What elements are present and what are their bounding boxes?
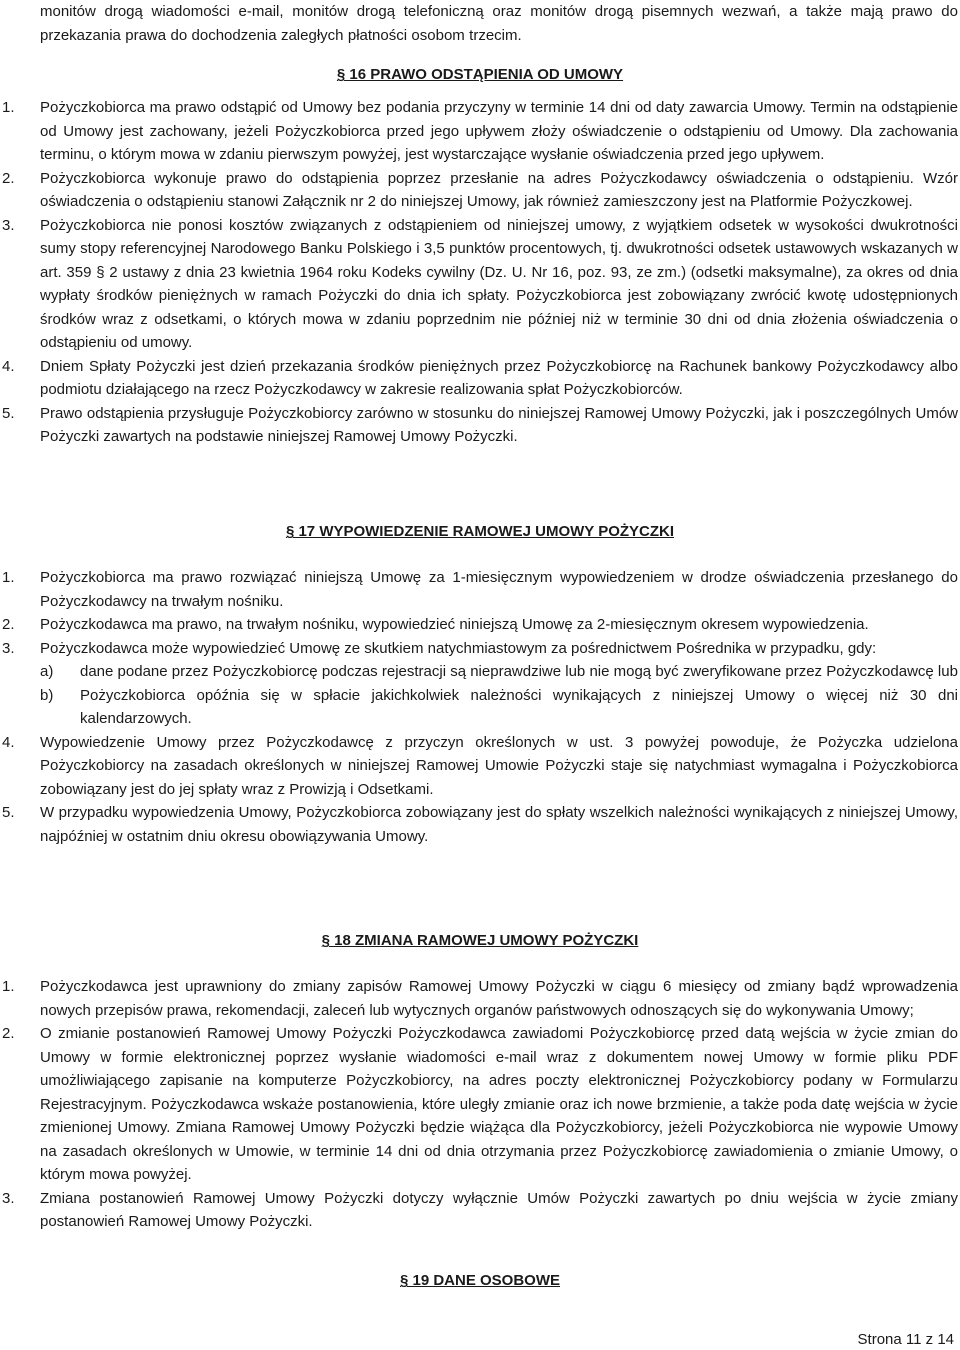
item-text: Prawo odstąpienia przysługuje Pożyczkobiorcy zarówno w stosunku do niniejszej Ramowej Umowy Pożyczki, jak i poszczególnych Umów Pożyczki zawartych na podstawie niniejszej Ramowej Umowy Pożyczki. xyxy=(40,404,958,445)
item-text: Pożyczkobiorca wykonuje prawo do odstąpienia poprzez przesłanie na adres Pożyczkodawcy oświadczenia o odstąpieniu. Wzór oświadczenia o odstąpieniu stanowi Załącznik nr 2 do niniejszej Umowy, jak również zamieszczony jest na Platformie Pożyczkowej. xyxy=(40,169,958,210)
item-text: Pożyczkodawca jest uprawniony do zmiany zapisów Ramowej Umowy Pożyczki w ciągu 6 miesięcy od zmiany bądź wprowadzenia nowych przepisów prawa, rekomendacji, zaleceń lub wytycznych organów państwowych odnoszących się do wykonywania Umowy; xyxy=(40,978,958,1019)
sub-item-letter: a) xyxy=(40,663,54,680)
item-number: 4. xyxy=(2,733,15,751)
list-item xyxy=(0,801,960,848)
item-number: 3. xyxy=(2,639,15,657)
item-text: Zmiana postanowień Ramowej Umowy Pożyczki dotyczy wyłącznie Umów Pożyczki zawartych po dniu wejścia w życie zmiany postanowień Ramowej Umowy Pożyczki. xyxy=(40,1189,958,1230)
list-item xyxy=(0,214,960,355)
list-item xyxy=(0,96,960,167)
item-text: Pożyczkobiorca ma prawo rozwiązać niniejszą Umowę za 1-miesięcznym wypowiedzeniem w drodze oświadczenia przesłanego do Pożyczkodawcy na trwałym nośniku. xyxy=(40,569,958,610)
item-number: 5. xyxy=(2,404,15,422)
item-number: 3. xyxy=(2,216,15,234)
item-text: W przypadku wypowiedzenia Umowy, Pożyczkobiorca zobowiązany jest do spłaty wszelkich należności wynikających z niniejszej Umowy, najpóźniej w ostatnim dniu okresu obowiązywania Umowy. xyxy=(40,804,958,845)
item-number: 1. xyxy=(2,569,15,586)
item-text: Pożyczkodawca ma prawo, na trwałym nośniku, wypowiedzieć niniejszą Umowę za 2-miesięcznym okresem wypowiedzenia. xyxy=(40,616,869,633)
list-item xyxy=(0,167,960,214)
section-heading-18: § 18 ZMIANA RAMOWEJ UMOWY POŻYCZKI xyxy=(321,932,639,949)
sub-list xyxy=(0,660,960,731)
section-16-list xyxy=(0,96,960,449)
item-number: 3. xyxy=(2,1189,15,1207)
item-number: 5. xyxy=(2,804,15,821)
section-17-list xyxy=(0,566,960,848)
section-heading-19: § 19 DANE OSOBOWE xyxy=(399,1272,561,1289)
section-heading-17: § 17 WYPOWIEDZENIE RAMOWEJ UMOWY POŻYCZKI xyxy=(285,523,675,540)
section-18-list xyxy=(0,975,960,1234)
sub-item-letter: b) xyxy=(40,686,54,704)
list-item xyxy=(0,975,960,1022)
section-heading-16: § 16 PRAWO ODSTĄPIENIA OD UMOWY xyxy=(336,66,624,83)
sub-item-text: dane podane przez Pożyczkobiorcę podczas rejestracji są nieprawdziwe lub nie mogą być zweryfikowane przez Pożyczkodawcę lub xyxy=(80,663,958,680)
list-item xyxy=(0,355,960,402)
list-item xyxy=(0,1022,960,1187)
item-text: Dniem Spłaty Pożyczki jest dzień przekazania środków pieniężnych przez Pożyczkobiorcę na Rachunek bankowy Pożyczkodawcy albo podmiotu działającego na rzecz Pożyczkodawcy w zakresie realizowania spłat Pożyczkobiorców. xyxy=(40,357,958,398)
item-number: 1. xyxy=(2,978,15,995)
list-item xyxy=(0,613,960,637)
item-text: Pożyczkodawca może wypowiedzieć Umowę ze skutkiem natychmiastowym za pośrednictwem Pośrednika w przypadku, gdy: xyxy=(40,639,877,657)
item-text: Wypowiedzenie Umowy przez Pożyczkodawcę z przyczyn określonych w ust. 3 powyżej powoduje, że Pożyczka udzielona Pożyczkobiorcy na zasadach określonych w niniejszej Ramowej Umowie Pożyczki staje się natychmiast wymagalna i Pożyczkobiorca zobowiązany jest do jej spłaty wraz z Prowizją i Odsetkami. xyxy=(40,733,958,798)
intro-paragraph: monitów drogą wiadomości e-mail, monitów drogą telefoniczną oraz monitów drogą pisemnych wezwań, a także mają prawo do przekazania prawa do dochodzenia zaległych płatności osobom trzecim. xyxy=(40,3,958,44)
list-item xyxy=(0,731,960,802)
item-number: 1. xyxy=(2,99,15,116)
item-text: Pożyczkobiorca nie ponosi kosztów związanych z odstąpieniem od niniejszej umowy, z wyjątkiem odsetek w wysokości dwukrotności sumy stopy referencyjnej Narodowego Banku Polskiego i 3,5 punktów procentowych, tj. dwukrotności odsetek ustawowych wskazanych w art. 359 § 2 ustawy z dnia 23 kwietnia 1964 roku Kodeks cywilny (Dz. U. Nr 16, poz. 93, ze zm.) (odsetki maksymalne), za okres od dnia wypłaty środków pieniężnych w ramach Pożyczki do dnia ich spłaty. Pożyczkobiorca jest zobowiązany zwrócić kwotę udostępnionych środków wraz z odsetkami, o których mowa w zdaniu poprzednim nie później niż w terminie 30 dni od dnia złożenia oświadczenia o odstąpieniu od umowy. xyxy=(40,216,958,351)
item-number: 2. xyxy=(2,1025,15,1042)
item-text: O zmianie postanowień Ramowej Umowy Pożyczki Pożyczkodawca zawiadomi Pożyczkobiorcę przed datą wejścia w życie zmian do Umowy w formie elektronicznej poprzez wysłanie wiadomości e-mail wraz z dokumentem nowej Umowy w formie pliku PDF umożliwiającego zapisanie na komputerze Pożyczkobiorcy, na adres poczty elektronicznej Pożyczkobiorcy podany w Formularzu Rejestracyjnym. Pożyczkodawca wskaże postanowienia, które uległy zmianie oraz ich nowe brzmienie, a także poda datę wejścia w życie zmienionej Umowy. Zmiana Ramowej Umowy Pożyczki będzie wiążąca dla Pożyczkobiorcy, jeżeli Pożyczkobiorca nie wypowie Umowy na zasadach określonych w Umowie, w terminie 14 dni od dnia otrzymania przez Pożyczkobiorcę zawiadomienia o zmianie Umowy, o którym mowa powyżej. xyxy=(40,1025,958,1183)
item-number: 2. xyxy=(2,616,15,633)
list-item xyxy=(0,637,960,661)
sub-list-item xyxy=(40,660,958,684)
list-item xyxy=(0,566,960,613)
page-number: Strona 11 z 14 xyxy=(857,1331,954,1348)
item-number: 4. xyxy=(2,357,15,375)
sub-list-item xyxy=(40,684,958,731)
list-item xyxy=(0,1187,960,1234)
sub-item-text: Pożyczkobiorca opóźnia się w spłacie jakichkolwiek należności wynikających z niniejszej Umowy o więcej niż 30 dni kalendarzowych. xyxy=(80,686,958,727)
item-number: 2. xyxy=(2,169,15,187)
list-item xyxy=(0,402,960,449)
item-text: Pożyczkobiorca ma prawo odstąpić od Umowy bez podania przyczyny w terminie 14 dni od daty zawarcia Umowy. Termin na odstąpienie od Umowy jest zachowany, jeżeli Pożyczkobiorca przed jego upływem złoży oświadczenie o odstąpieniu od Umowy. Dla zachowania terminu, o którym mowa w zdaniu pierwszym powyżej, jest wystarczające wysłanie oświadczenia przed jego upływem. xyxy=(40,99,958,163)
